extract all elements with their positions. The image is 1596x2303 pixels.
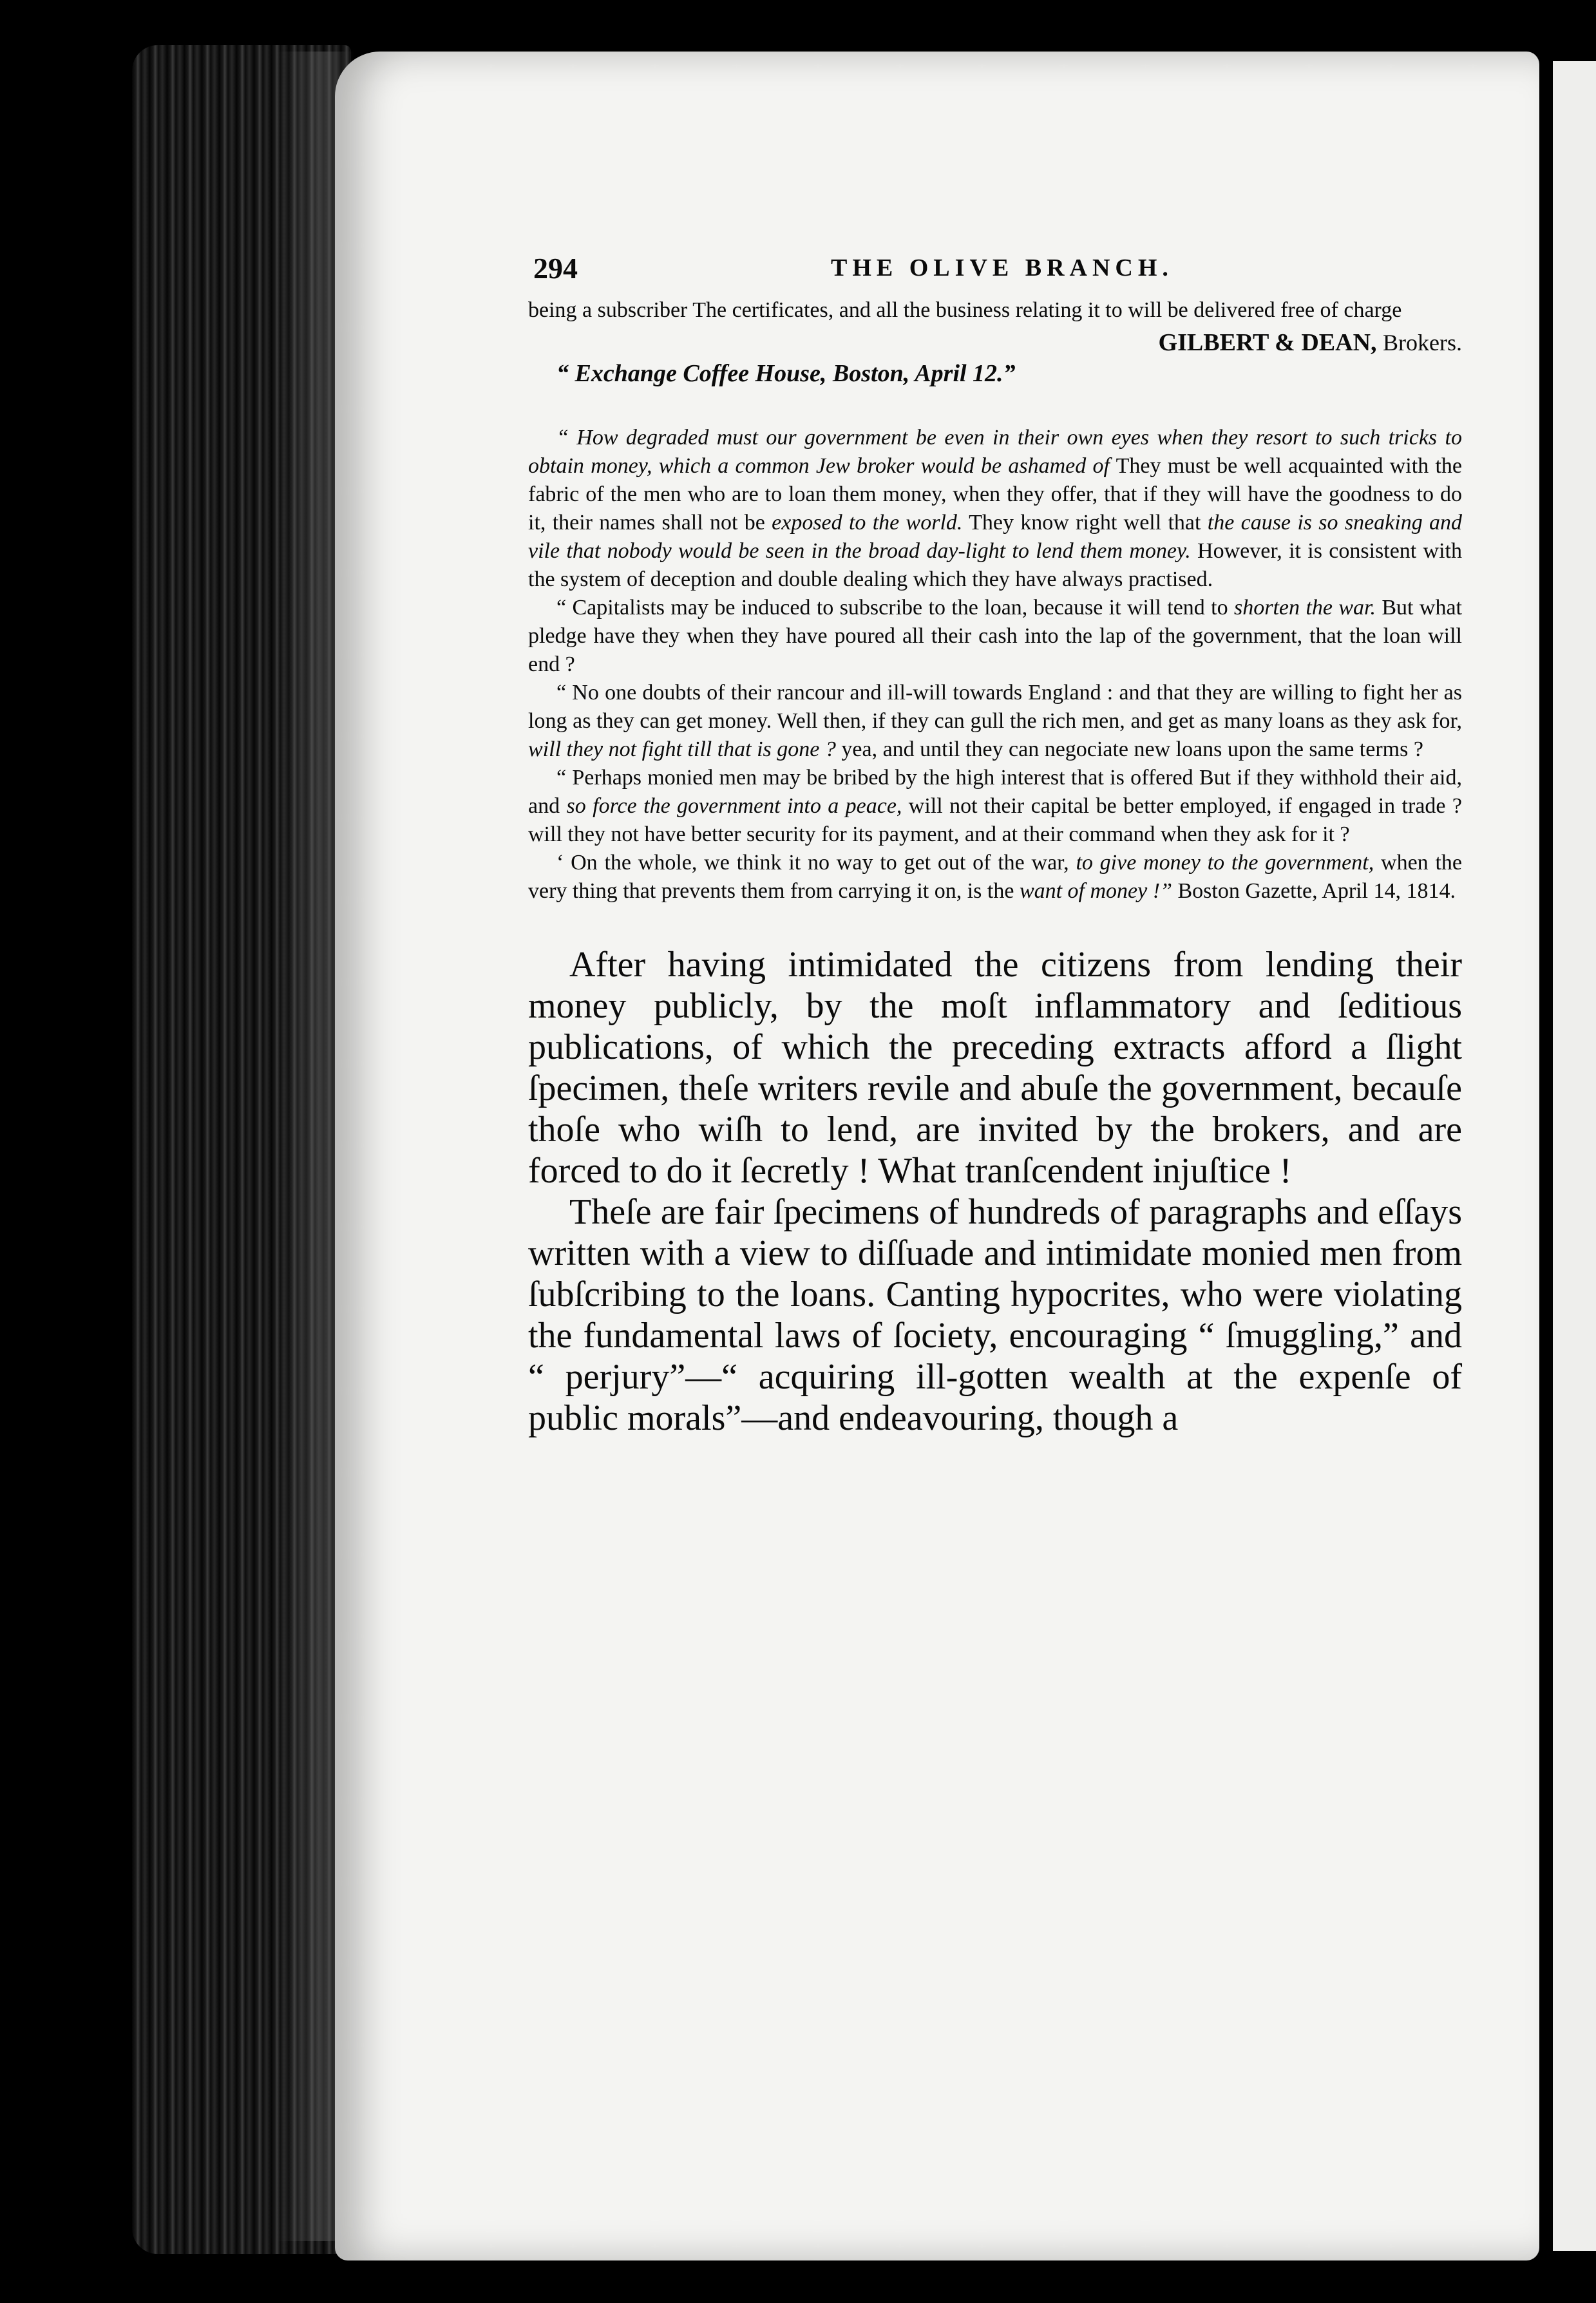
quote-text: “ Perhaps monied men may be bribed by the high interest that is offered But if they withhold their aid, and (528, 766, 1462, 818)
quote-italic: will they not fight till that is gone ? (528, 737, 836, 761)
dateline: “ Exchange Coffee House, Boston, April 12.” (556, 360, 1016, 387)
quote-paragraph (528, 764, 1462, 849)
broker-signature (528, 328, 1462, 357)
page-header (528, 251, 1462, 296)
quote-text: “ Capitalists may be induced to subscribe to the loan, because it will tend to (556, 596, 1235, 620)
quote-italic: exposed to the world. (772, 511, 963, 535)
body-paragraph: Theſe are fair ſpecimens of hundreds of paragraphs and eſſays written with a view to diſſuade and intimidate monied men from ſubſcribing to the loans. Canting hypocrites, who were violating the fundamental laws of ſociety, encouraging “ ſmuggling,” and “ perjury”—“ acquiring ill-gotten wealth at the expenſe of public morals”—and endeavouring, though a (528, 1192, 1462, 1438)
quote-text: yea, and until they can negociate new loans upon the same terms ? (835, 737, 1423, 761)
quote-paragraph (528, 594, 1462, 679)
quote-italic: the cause is so sneaking and vile that nobody would be seen in the broad day-light to lend them money. (528, 511, 1463, 563)
page-number: 294 (533, 252, 578, 285)
quote-text: ‘ On the whole, we think it no way to get out of the war, (556, 851, 1076, 875)
quote-paragraph (528, 849, 1462, 905)
gazette-quotes (528, 424, 1462, 905)
body-text (528, 944, 1462, 1439)
quote-text: will not their capital be better employed, if engaged in trade ? will they not have better security for its payment, and at their command when they ask for it ? (528, 794, 1462, 846)
advertisement-quote (528, 296, 1462, 388)
quote-paragraph (528, 679, 1462, 764)
quote-italic: want of money !” (1019, 879, 1172, 903)
quote-text: “ No one doubts of their rancour and ill-will towards England : and that they are willing to fight her as long as they can get money. Well then, if they can gull the rich men, and get as many loans as they ask for, (528, 681, 1462, 733)
quote-paragraph (528, 424, 1462, 594)
quote-italic: shorten the war. (1234, 596, 1376, 620)
next-page-edge (1549, 61, 1596, 2251)
quote-text: They know right well that (962, 511, 1208, 535)
signature-role: Brokers. (1383, 330, 1462, 355)
quote-italic: “ How degraded must our government be even in their own eyes when they resort to such tricks to obtain money, which a common Jew broker would be ashamed of (528, 426, 1462, 478)
quote-text: They must be well acquainted with the fabric of the men who are to loan them money, when they offer, that if they will have the goodness to do it, their names shall not be (528, 454, 1462, 535)
quote-text: But what pledge have they when they have poured all their cash into the lap of the government, that the loan will end ? (528, 596, 1462, 676)
signature-name: GILBERT & DEAN, (1158, 329, 1377, 356)
quote-text: when the very thing that prevents them from carrying it on, is the (528, 851, 1462, 903)
body-paragraph: After having intimidated the citizens from lending their money publicly, by the moſt inflammatory and ſeditious publications, of which the preceding extracts afford a ſlight ſpecimen, theſe writers revile and abuſe the government, becauſe thoſe who wiſh to lend, are invited by the brokers, and are forced to do it ſecretly ! What tranſcendent injuſtice ! (528, 945, 1462, 1191)
quote-italic: to give money to the government, (1076, 851, 1374, 875)
quote-text: However, it is consistent with the system of deception and double dealing which they have always practised. (528, 539, 1463, 591)
page-content (528, 251, 1462, 1439)
advertisement-text: being a subscriber The certificates, and all the business relating it to will be delivered free of charge (528, 298, 1402, 322)
quote-italic: so force the government into a peace, (566, 794, 902, 818)
running-title: THE OLIVE BRANCH. (831, 254, 1173, 281)
quote-text: Boston Gazette, April 14, 1814. (1172, 879, 1456, 903)
